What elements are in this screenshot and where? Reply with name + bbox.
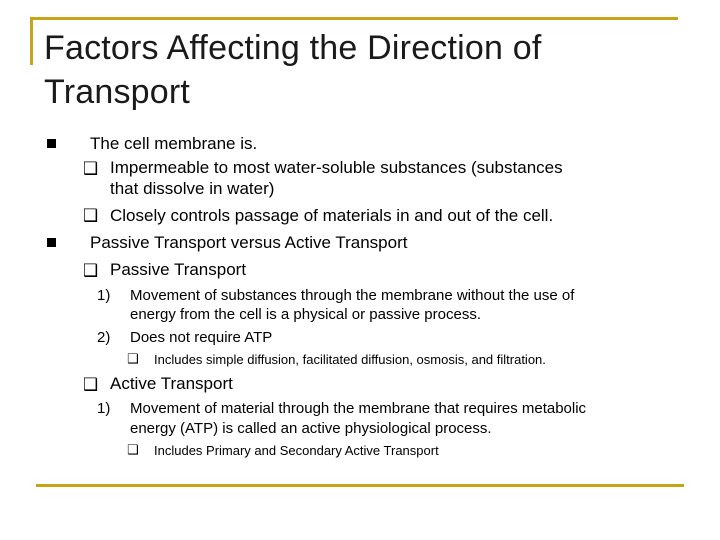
passive-item-1-number: 1) [97, 287, 111, 304]
q-bullet-icon: ❑ [83, 375, 99, 395]
bullet-cell-membrane: The cell membrane is. [90, 134, 258, 153]
q-bullet-icon: ❑ [127, 352, 139, 367]
q-bullet-icon: ❑ [83, 206, 99, 226]
title-line-2: Transport [44, 73, 191, 111]
q-bullet-icon: ❑ [127, 443, 139, 458]
square-bullet-icon [47, 238, 56, 247]
active-transport-label: Active Transport [110, 374, 233, 393]
passive-item-2-number: 2) [97, 329, 111, 346]
passive-item-1-line-1: Movement of substances through the membrane without the use of [130, 287, 575, 304]
accent-bar-vertical [30, 17, 33, 65]
q-bullet-icon: ❑ [83, 159, 99, 179]
accent-line-top [30, 17, 678, 20]
membrane-point-1-line-2: that dissolve in water) [110, 179, 275, 198]
slide-title [44, 26, 684, 114]
active-item-1-line-1: Movement of material through the membrane that requires metabolic [130, 400, 587, 417]
q-bullet-icon: ❑ [83, 261, 99, 281]
passive-item-1-line-2: energy from the cell is a physical or passive process. [130, 306, 481, 323]
title-line-1: Factors Affecting the Direction of [44, 29, 542, 67]
membrane-point-1-line-1: Impermeable to most water-soluble substances (substances [110, 158, 563, 177]
membrane-point-2: Closely controls passage of materials in and out of the cell. [110, 206, 554, 225]
bullet-passive-vs-active: Passive Transport versus Active Transport [90, 233, 408, 252]
active-item-1-number: 1) [97, 400, 111, 417]
active-note: Includes Primary and Secondary Active Transport [154, 443, 439, 458]
active-item-1-line-2: energy (ATP) is called an active physiological process. [130, 420, 492, 437]
square-bullet-icon [47, 139, 56, 148]
passive-note: Includes simple diffusion, facilitated diffusion, osmosis, and filtration. [154, 352, 546, 367]
accent-line-bottom [36, 484, 684, 487]
passive-item-2-line-1: Does not require ATP [130, 329, 273, 346]
passive-transport-label: Passive Transport [110, 260, 247, 279]
